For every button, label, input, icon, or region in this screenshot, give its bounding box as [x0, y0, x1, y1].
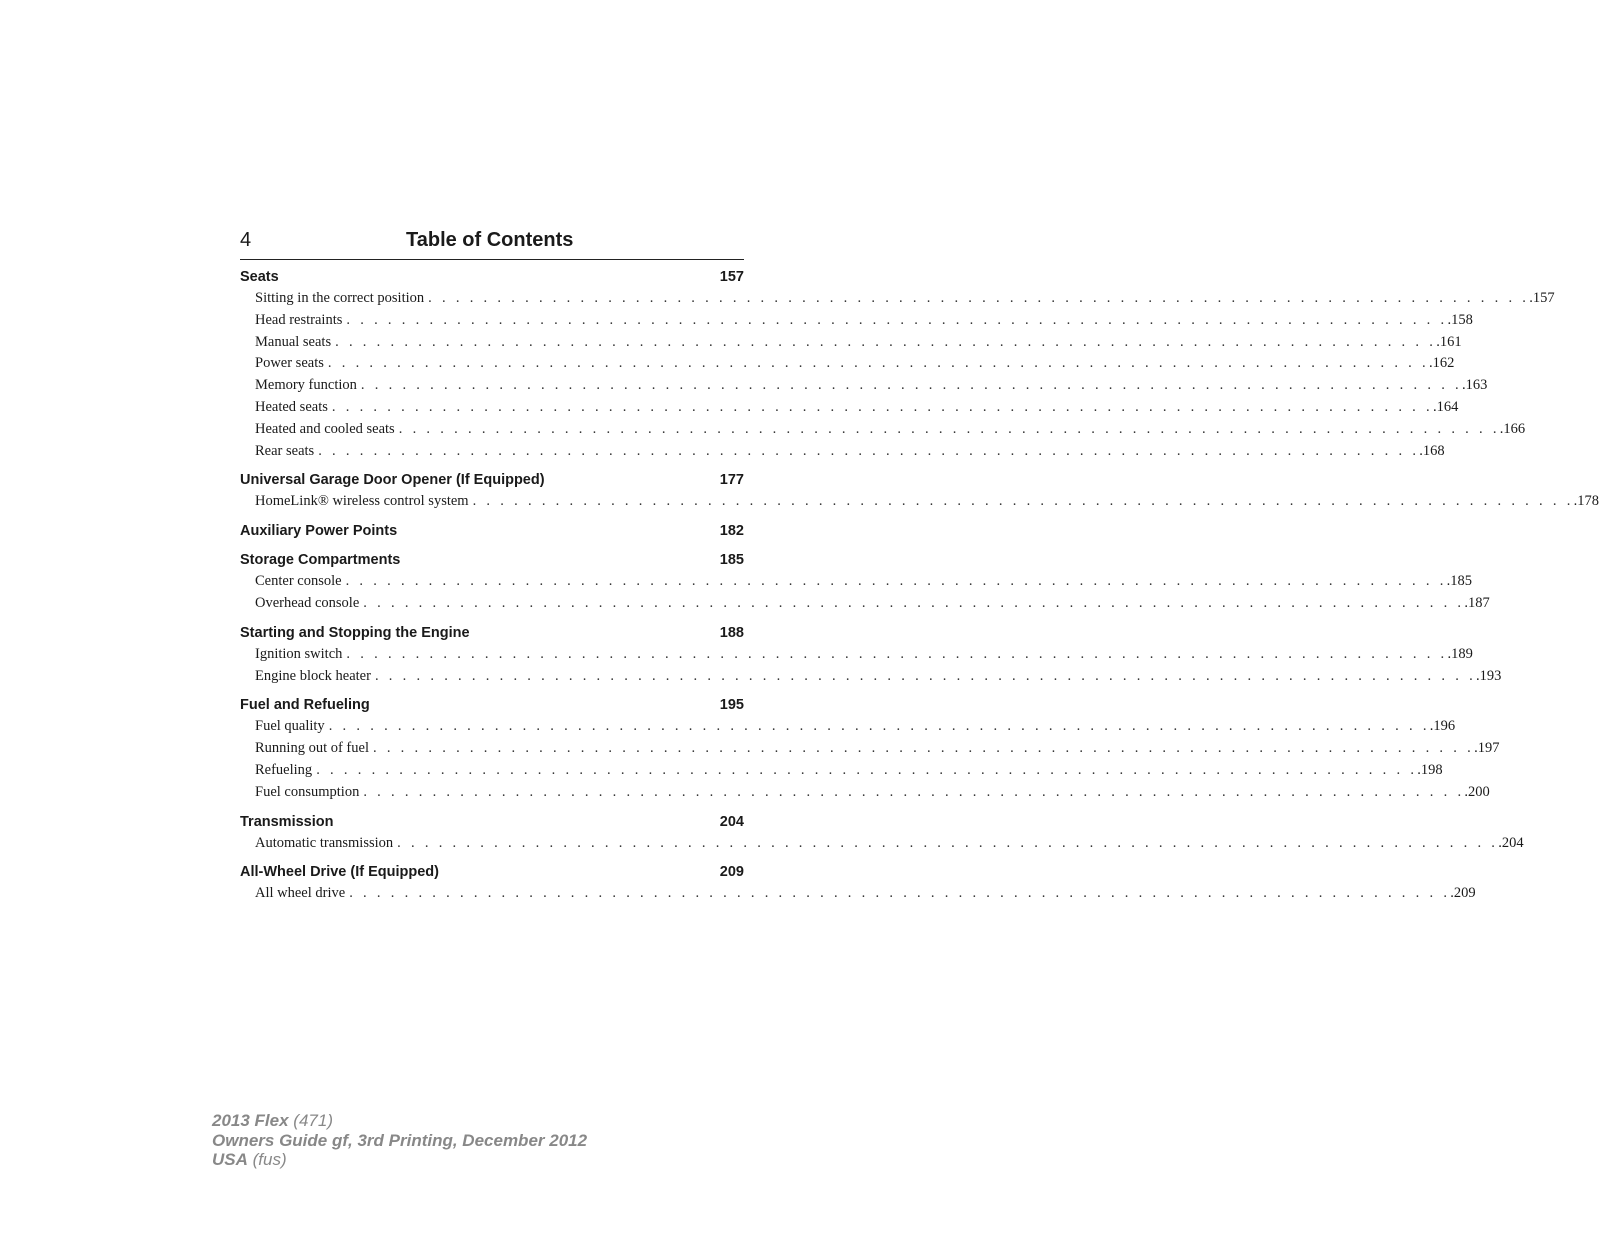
toc-entry[interactable] — [255, 760, 1443, 782]
entry-page-number: .196 — [1429, 718, 1456, 735]
entry-label: Ignition switch — [255, 645, 343, 662]
section-title: Universal Garage Door Opener (If Equipped) — [240, 472, 545, 489]
toc-entry[interactable] — [255, 310, 1473, 332]
entry-label: HomeLink® wireless control system — [255, 493, 469, 510]
table-of-contents — [240, 266, 1599, 912]
dot-leader: . . . . . . . . . . . . . . . . . . . . . . . . . . . . . . . . . . . . . . . . . . . . . . . . . . . . . . . . . . . . . . . . . . . . . . . . . . . . . . . . — [335, 333, 1437, 350]
dot-leader: . . . . . . . . . . . . . . . . . . . . . . . . . . . . . . . . . . . . . . . . . . . . . . . . . . . . . . . . . . . . . . . . . . . . . . . . . . . . . . . . — [363, 594, 1465, 611]
footer — [212, 1111, 587, 1170]
dot-leader: . . . . . . . . . . . . . . . . . . . . . . . . . . . . . . . . . . . . . . . . . . . . . . . . . . . . . . . . . . . . . . . . . . . . . . . . . . . . . . . . — [363, 783, 1465, 800]
section-page-number: 185 — [719, 552, 744, 569]
footer-model: 2013 Flex — [212, 1111, 289, 1130]
toc-section — [240, 520, 744, 542]
footer-model-line — [212, 1111, 587, 1131]
dot-leader: . . . . . . . . . . . . . . . . . . . . . . . . . . . . . . . . . . . . . . . . . . . . . . . . . . . . . . . . . . . . . . . . . . . . . . . . . . . . . . . . — [374, 667, 1477, 684]
dot-leader: . . . . . . . . . . . . . . . . . . . . . . . . . . . . . . . . . . . . . . . . . . . . . . . . . . . . . . . . . . . . . . . . . . . . . . . . . . . . . . . . — [316, 761, 1418, 778]
entry-page-number: .178 — [1573, 493, 1599, 510]
toc-section-heading[interactable] — [240, 694, 744, 716]
dot-leader: . . . . . . . . . . . . . . . . . . . . . . . . . . . . . . . . . . . . . . . . . . . . . . . . . . . . . . . . . . . . . . . . . . . . . . . . . . . . . . . . — [360, 377, 1462, 394]
toc-section-heading[interactable] — [240, 266, 744, 288]
entry-label: Rear seats — [255, 442, 315, 459]
footer-guide-line — [212, 1131, 587, 1151]
entry-label: Running out of fuel — [255, 740, 369, 757]
dot-leader: . . . . . . . . . . . . . . . . . . . . . . . . . . . . . . . . . . . . . . . . . . . . . . . . . . . . . . . . . . . . . . . . . . . . . . . . . . . . . . . . — [328, 718, 1430, 735]
section-title: Starting and Stopping the Engine — [240, 624, 470, 641]
dot-leader: . . . . . . . . . . . . . . . . . . . . . . . . . . . . . . . . . . . . . . . . . . . . . . . . . . . . . . . . . . . . . . . . . . . . . . . . . . . . . . . . — [372, 740, 1475, 757]
entry-page-number: .185 — [1446, 573, 1473, 590]
section-page-number: 182 — [719, 523, 744, 540]
dot-leader: . . . . . . . . . . . . . . . . . . . . . . . . . . . . . . . . . . . . . . . . . . . . . . . . . . . . . . . . . . . . . . . . . . . . . . . . . . . . . . . . — [349, 885, 1451, 902]
section-title: Fuel and Refueling — [240, 697, 370, 714]
toc-entry[interactable] — [255, 375, 1488, 397]
dot-leader: . . . . . . . . . . . . . . . . . . . . . . . . . . . . . . . . . . . . . . . . . . . . . . . . . . . . . . . . . . . . . . . . . . . . . . . . . . . . . . . . — [397, 834, 1499, 851]
entry-label: Center console — [255, 573, 342, 590]
toc-entry[interactable] — [255, 491, 1599, 513]
page-number: 4 — [240, 229, 252, 251]
entry-page-number: .189 — [1447, 645, 1473, 662]
toc-entry[interactable] — [255, 716, 1456, 738]
entry-label: Memory function — [255, 377, 357, 394]
dot-leader: . . . . . . . . . . . . . . . . . . . . . . . . . . . . . . . . . . . . . . . . . . . . . . . . . . . . . . . . . . . . . . . . . . . . . . . . . . . . . . . . — [327, 355, 1429, 372]
section-title: Auxiliary Power Points — [240, 523, 398, 540]
entry-label: Head restraints — [255, 311, 343, 328]
entry-label: Refueling — [255, 761, 313, 778]
entry-label: Automatic transmission — [255, 834, 394, 851]
toc-entry[interactable] — [255, 738, 1500, 760]
entry-page-number: .204 — [1498, 834, 1524, 851]
section-title: Storage Compartments — [240, 552, 401, 569]
section-page-number: 204 — [719, 813, 744, 830]
toc-entry[interactable] — [255, 353, 1455, 375]
toc-section — [240, 622, 1502, 688]
toc-section — [240, 469, 1599, 513]
section-title: Transmission — [240, 813, 334, 830]
entry-label: Heated and cooled seats — [255, 420, 395, 437]
page-header — [240, 226, 744, 260]
entry-page-number: .162 — [1428, 355, 1455, 372]
entry-label: Power seats — [255, 355, 324, 372]
entry-page-number: .158 — [1447, 311, 1473, 328]
toc-section — [240, 811, 1524, 855]
toc-entry[interactable] — [255, 593, 1490, 615]
entry-page-number: .157 — [1529, 290, 1555, 306]
toc-section-heading[interactable] — [240, 811, 744, 833]
footer-guide: Owners Guide gf, 3rd Printing, December 2012 — [212, 1130, 588, 1150]
footer-market-line — [212, 1150, 587, 1170]
toc-entry[interactable] — [255, 332, 1462, 354]
toc-section — [240, 266, 1555, 462]
section-page-number: 209 — [719, 864, 744, 881]
dot-leader: . . . . . . . . . . . . . . . . . . . . . . . . . . . . . . . . . . . . . . . . . . . . . . . . . . . . . . . . . . . . . . . . . . . . . . . . . . . . . . . . — [318, 442, 1420, 459]
toc-entry[interactable] — [255, 288, 1555, 310]
toc-entry[interactable] — [255, 397, 1459, 419]
toc-section-heading[interactable] — [240, 469, 744, 491]
dot-leader: . . . . . . . . . . . . . . . . . . . . . . . . . . . . . . . . . . . . . . . . . . . . . . . . . . . . . . . . . . . . . . . . . . . . . . . . . . . . . . . . — [428, 290, 1530, 306]
toc-section-heading[interactable] — [240, 622, 744, 644]
entry-label: Overhead console — [255, 594, 360, 611]
toc-entry[interactable] — [255, 571, 1473, 593]
entry-page-number: .187 — [1464, 594, 1490, 611]
section-page-number: 177 — [719, 472, 744, 489]
entry-label: Heated seats — [255, 398, 328, 415]
entry-label: Fuel quality — [255, 718, 325, 735]
section-title: All-Wheel Drive (If Equipped) — [240, 864, 439, 881]
entry-page-number: .168 — [1419, 442, 1445, 459]
toc-section — [240, 694, 1500, 803]
toc-section-heading[interactable] — [240, 549, 744, 571]
toc-entry[interactable] — [255, 833, 1524, 855]
page-title: Table of Contents — [406, 229, 574, 251]
entry-label: Sitting in the correct position — [255, 290, 425, 306]
toc-section-heading[interactable] — [240, 520, 744, 542]
entry-page-number: .209 — [1450, 885, 1476, 902]
toc-entry[interactable] — [255, 441, 1445, 463]
footer-model-code: (471) — [293, 1111, 333, 1130]
dot-leader: . . . . . . . . . . . . . . . . . . . . . . . . . . . . . . . . . . . . . . . . . . . . . . . . . . . . . . . . . . . . . . . . . . . . . . . . . . . . . . . . — [346, 311, 1448, 328]
toc-section — [240, 861, 1476, 905]
toc-entry[interactable] — [255, 782, 1490, 804]
dot-leader: . . . . . . . . . . . . . . . . . . . . . . . . . . . . . . . . . . . . . . . . . . . . . . . . . . . . . . . . . . . . . . . . . . . . . . . . . . . . . . . . — [398, 420, 1500, 437]
toc-entry[interactable] — [255, 644, 1473, 666]
entry-page-number: .166 — [1499, 420, 1526, 437]
entry-page-number: .161 — [1436, 333, 1462, 350]
section-page-number: 195 — [719, 697, 744, 714]
dot-leader: . . . . . . . . . . . . . . . . . . . . . . . . . . . . . . . . . . . . . . . . . . . . . . . . . . . . . . . . . . . . . . . . . . . . . . . . . . . . . . . . — [331, 398, 1433, 415]
entry-page-number: .163 — [1461, 377, 1488, 394]
section-page-number: 157 — [719, 269, 744, 285]
footer-market-code: (fus) — [252, 1150, 287, 1169]
section-page-number: 188 — [719, 624, 744, 641]
entry-label: All wheel drive — [255, 885, 346, 902]
entry-page-number: .164 — [1432, 398, 1459, 415]
dot-leader: . . . . . . . . . . . . . . . . . . . . . . . . . . . . . . . . . . . . . . . . . . . . . . . . . . . . . . . . . . . . . . . . . . . . . . . . . . . . . . . . — [345, 573, 1447, 590]
entry-page-number: .193 — [1476, 667, 1502, 684]
entry-page-number: .198 — [1417, 761, 1443, 778]
toc-section-heading[interactable] — [240, 861, 744, 883]
entry-page-number: .197 — [1474, 740, 1500, 757]
dot-leader: . . . . . . . . . . . . . . . . . . . . . . . . . . . . . . . . . . . . . . . . . . . . . . . . . . . . . . . . . . . . . . . . . . . . . . . . . . . . . . . . — [346, 645, 1448, 662]
entry-label: Manual seats — [255, 333, 332, 350]
toc-entry[interactable] — [255, 666, 1502, 688]
toc-section — [240, 549, 1490, 615]
entry-page-number: .200 — [1464, 783, 1490, 800]
toc-entry[interactable] — [255, 419, 1526, 441]
section-title: Seats — [240, 269, 279, 285]
toc-entry[interactable] — [255, 883, 1476, 905]
footer-market: USA — [212, 1150, 248, 1169]
entry-label: Fuel consumption — [255, 783, 360, 800]
dot-leader: . . . . . . . . . . . . . . . . . . . . . . . . . . . . . . . . . . . . . . . . . . . . . . . . . . . . . . . . . . . . . . . . . . . . . . . . . . . . . . . . — [472, 493, 1574, 510]
entry-label: Engine block heater — [255, 667, 371, 684]
